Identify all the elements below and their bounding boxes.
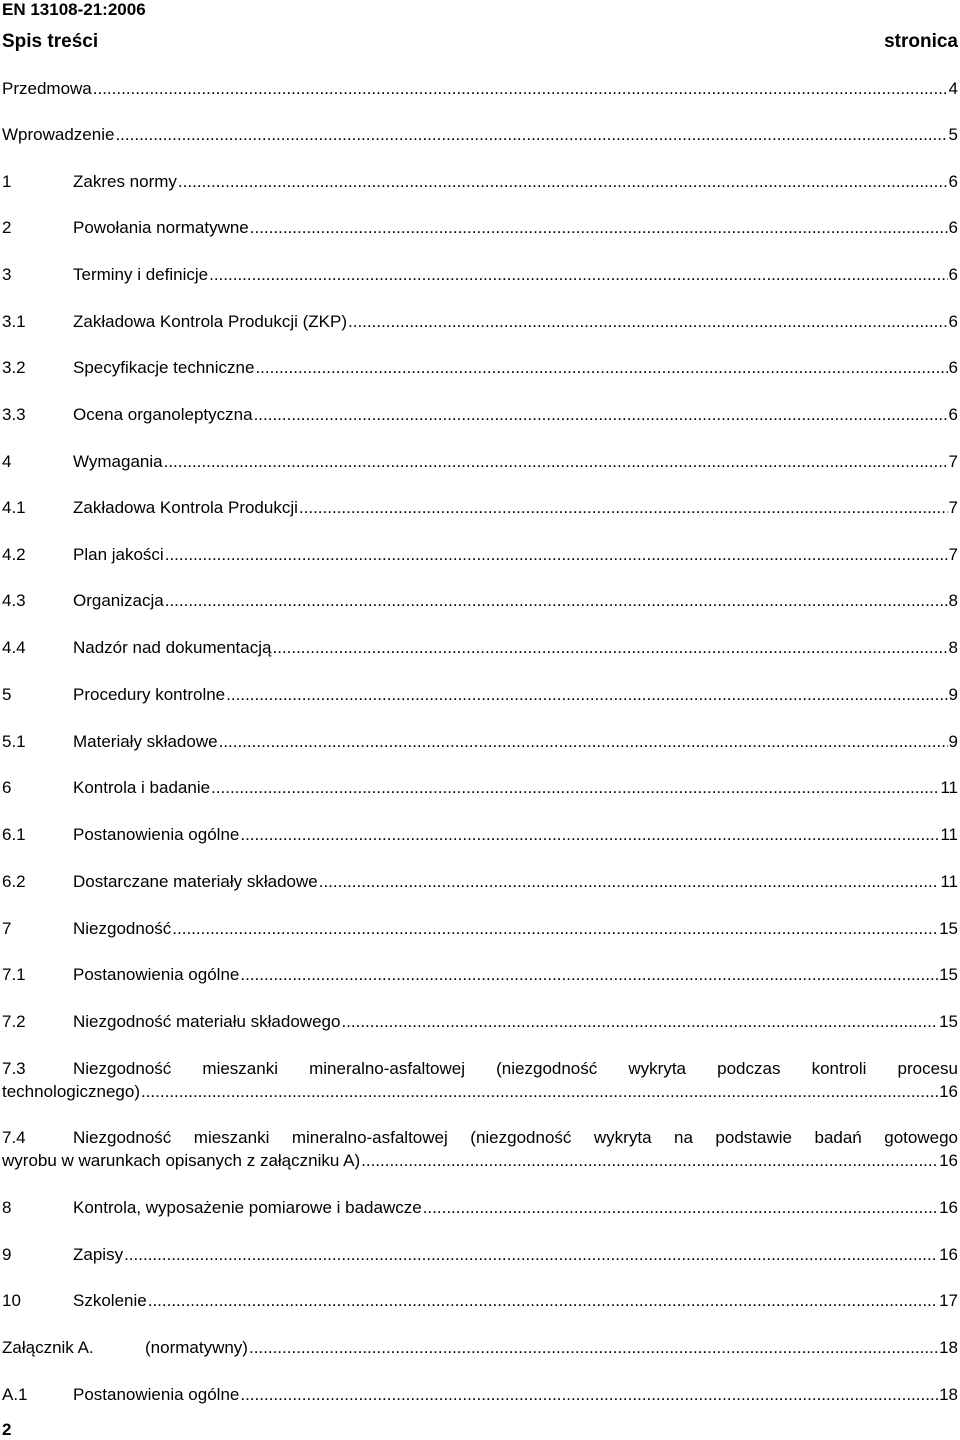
entry-page: 15: [939, 919, 958, 938]
entry-page: 4: [948, 79, 958, 98]
entry-title: Zakres normy: [73, 172, 177, 191]
entry-title: Kontrola i badanie: [73, 778, 211, 797]
entry-number: 7.2: [2, 1012, 26, 1031]
entry-page: 7: [948, 452, 958, 471]
entry-title: Powołania normatywne: [73, 218, 249, 237]
entry-number: A.1: [2, 1385, 28, 1404]
leader-dots: [272, 636, 947, 659]
entry-number: 8: [2, 1198, 12, 1217]
toc-entry[interactable]: [2, 730, 958, 753]
entry-title: Ocena organoleptyczna: [73, 405, 253, 424]
entry-page: 6: [948, 172, 958, 191]
entry-number: Załącznik A.: [2, 1338, 94, 1357]
leader-dots: [141, 1080, 938, 1103]
toc-heading-row: [2, 30, 958, 54]
entry-title: Wprowadzenie: [2, 125, 115, 144]
entry-title: Kontrola, wyposażenie pomiarowe i badawcze: [73, 1198, 422, 1217]
entry-title: Procedury kontrolne: [73, 685, 226, 704]
toc-entry[interactable]: [2, 356, 958, 379]
page-column-label: stronica: [884, 31, 958, 52]
toc-entry[interactable]: [2, 496, 958, 519]
entry-number: 2: [2, 218, 12, 237]
entry-page: 15: [939, 1012, 958, 1031]
leader-dots: [209, 263, 947, 286]
entry-page: 11: [940, 872, 958, 891]
toc-entry[interactable]: [2, 1289, 958, 1312]
leader-dots: [423, 1196, 938, 1219]
entry-page: 9: [948, 732, 958, 751]
leader-dots: [361, 1149, 938, 1172]
entry-title: Plan jakości: [73, 545, 164, 564]
entry-title: Postanowienia ogólne: [73, 1385, 240, 1404]
leader-dots: [319, 870, 940, 893]
entry-page: 16: [939, 1151, 958, 1170]
entry-number: 7.1: [2, 965, 26, 984]
entry-page: 6: [948, 405, 958, 424]
entry-page: 11: [940, 778, 958, 797]
toc-entry[interactable]: [2, 1336, 958, 1359]
toc-entry[interactable]: [2, 1243, 958, 1266]
toc-entry[interactable]: [2, 263, 958, 286]
entry-title-line-2: wyrobu w warunkach opisanych z załączniku A): [2, 1151, 361, 1170]
entry-number: 3: [2, 265, 12, 284]
toc-entry[interactable]: [2, 123, 958, 146]
entry-title: Przedmowa: [2, 79, 92, 98]
entry-number: 3.2: [2, 358, 26, 377]
toc-entry[interactable]: [2, 683, 958, 706]
entry-number: 6.1: [2, 825, 26, 844]
entry-number: 4.1: [2, 498, 26, 517]
leader-dots: [299, 496, 948, 519]
toc-entry[interactable]: [2, 917, 958, 940]
leader-dots: [165, 589, 948, 612]
entry-page: 8: [948, 638, 958, 657]
leader-dots: [211, 776, 939, 799]
entry-number: 6: [2, 778, 12, 797]
entry-page: 11: [940, 825, 958, 844]
entry-title: Terminy i definicje: [73, 265, 209, 284]
entry-number: 7: [2, 919, 12, 938]
toc-entry[interactable]: [2, 403, 958, 426]
entry-title: Dostarczane materiały składowe: [73, 872, 318, 891]
leader-dots: [249, 1336, 938, 1359]
entry-title: Specyfikacje techniczne: [73, 358, 255, 377]
entry-page: 6: [948, 312, 958, 331]
leader-dots: [93, 77, 948, 100]
leader-dots: [164, 450, 948, 473]
leader-dots: [172, 917, 938, 940]
entry-page: 6: [948, 218, 958, 237]
leader-dots: [341, 1010, 938, 1033]
entry-page: 17: [939, 1291, 958, 1310]
toc-entry[interactable]: [2, 1126, 958, 1172]
leader-dots: [250, 216, 948, 239]
toc-entry[interactable]: [2, 77, 958, 100]
entry-page: 6: [948, 358, 958, 377]
toc-entry[interactable]: [2, 1383, 958, 1406]
toc-entry[interactable]: [2, 1057, 958, 1103]
toc-entry[interactable]: [2, 636, 958, 659]
leader-dots: [124, 1243, 938, 1266]
entry-number: 6.2: [2, 872, 26, 891]
entry-number: 4.4: [2, 638, 26, 657]
entry-number: 4.2: [2, 545, 26, 564]
entry-number: 4.3: [2, 591, 26, 610]
leader-dots: [255, 356, 947, 379]
entry-page: 18: [939, 1338, 958, 1357]
entry-page: 15: [939, 965, 958, 984]
entry-title: Materiały składowe: [73, 732, 218, 751]
entry-page: 8: [948, 591, 958, 610]
leader-dots: [254, 403, 948, 426]
entry-title: Szkolenie: [73, 1291, 147, 1310]
leader-dots: [115, 123, 947, 146]
entry-title-line-1: Niezgodność mieszanki mineralno-asfaltowej (niezgodność wykryta podczas kontroli procesu: [73, 1059, 958, 1078]
entry-page: 16: [939, 1082, 958, 1101]
toc-title: Spis treści: [2, 31, 99, 52]
entry-title-line-2: technologicznego): [2, 1082, 140, 1101]
leader-dots: [348, 310, 948, 333]
entry-number: 1: [2, 172, 12, 191]
entry-number: 10: [2, 1291, 21, 1310]
entry-title: Zakładowa Kontrola Produkcji: [73, 498, 298, 517]
entry-page: 16: [939, 1245, 958, 1264]
entry-number: 5: [2, 685, 12, 704]
toc-entry[interactable]: [2, 1196, 958, 1219]
entry-page: 7: [948, 498, 958, 517]
toc-entry[interactable]: [2, 216, 958, 239]
entry-page: 7: [948, 545, 958, 564]
entry-title: Postanowienia ogólne: [73, 965, 240, 984]
entry-number: 3.1: [2, 312, 26, 331]
toc-entry[interactable]: [2, 823, 958, 846]
toc-entry[interactable]: [2, 543, 958, 566]
entry-page: 16: [939, 1198, 958, 1217]
entry-title: (normatywny): [145, 1338, 248, 1357]
entry-number: 3.3: [2, 405, 26, 424]
page-number: 2: [2, 1420, 12, 1439]
entry-page: 5: [948, 125, 958, 144]
entry-title: Organizacja: [73, 591, 164, 610]
entry-title: Zapisy: [73, 1245, 124, 1264]
entry-title: Nadzór nad dokumentacją: [73, 638, 272, 657]
entry-title: Niezgodność materiału składowego: [73, 1012, 341, 1031]
leader-dots: [240, 1383, 938, 1406]
toc-entry[interactable]: [2, 776, 958, 799]
toc-entry[interactable]: [2, 310, 958, 333]
entry-title: Niezgodność: [73, 919, 172, 938]
entry-title: Zakładowa Kontrola Produkcji (ZKP): [73, 312, 348, 331]
toc-entry[interactable]: [2, 1010, 958, 1033]
leader-dots: [226, 683, 947, 706]
entry-page: 9: [948, 685, 958, 704]
entry-number: 5.1: [2, 732, 26, 751]
leader-dots: [178, 170, 948, 193]
toc-entry[interactable]: [2, 963, 958, 986]
entry-number: 7.4: [2, 1128, 26, 1147]
entry-title-line-1: Niezgodność mieszanki mineralno-asfaltowej (niezgodność wykryta na podstawie badań gotowego: [73, 1128, 958, 1147]
toc-entry[interactable]: [2, 170, 958, 193]
toc-entry[interactable]: [2, 870, 958, 893]
document-code: EN 13108-21:2006: [2, 0, 146, 19]
entry-number: 9: [2, 1245, 12, 1264]
toc-entry[interactable]: [2, 589, 958, 612]
entry-number: 4: [2, 452, 12, 471]
entry-title: Postanowienia ogólne: [73, 825, 240, 844]
entry-number: 7.3: [2, 1059, 26, 1078]
leader-dots: [165, 543, 948, 566]
toc-entry[interactable]: [2, 450, 958, 473]
entry-page: 18: [939, 1385, 958, 1404]
entry-title: Wymagania: [73, 452, 163, 471]
leader-dots: [240, 823, 939, 846]
leader-dots: [219, 730, 948, 753]
leader-dots: [240, 963, 938, 986]
leader-dots: [148, 1289, 938, 1312]
entry-page: 6: [948, 265, 958, 284]
